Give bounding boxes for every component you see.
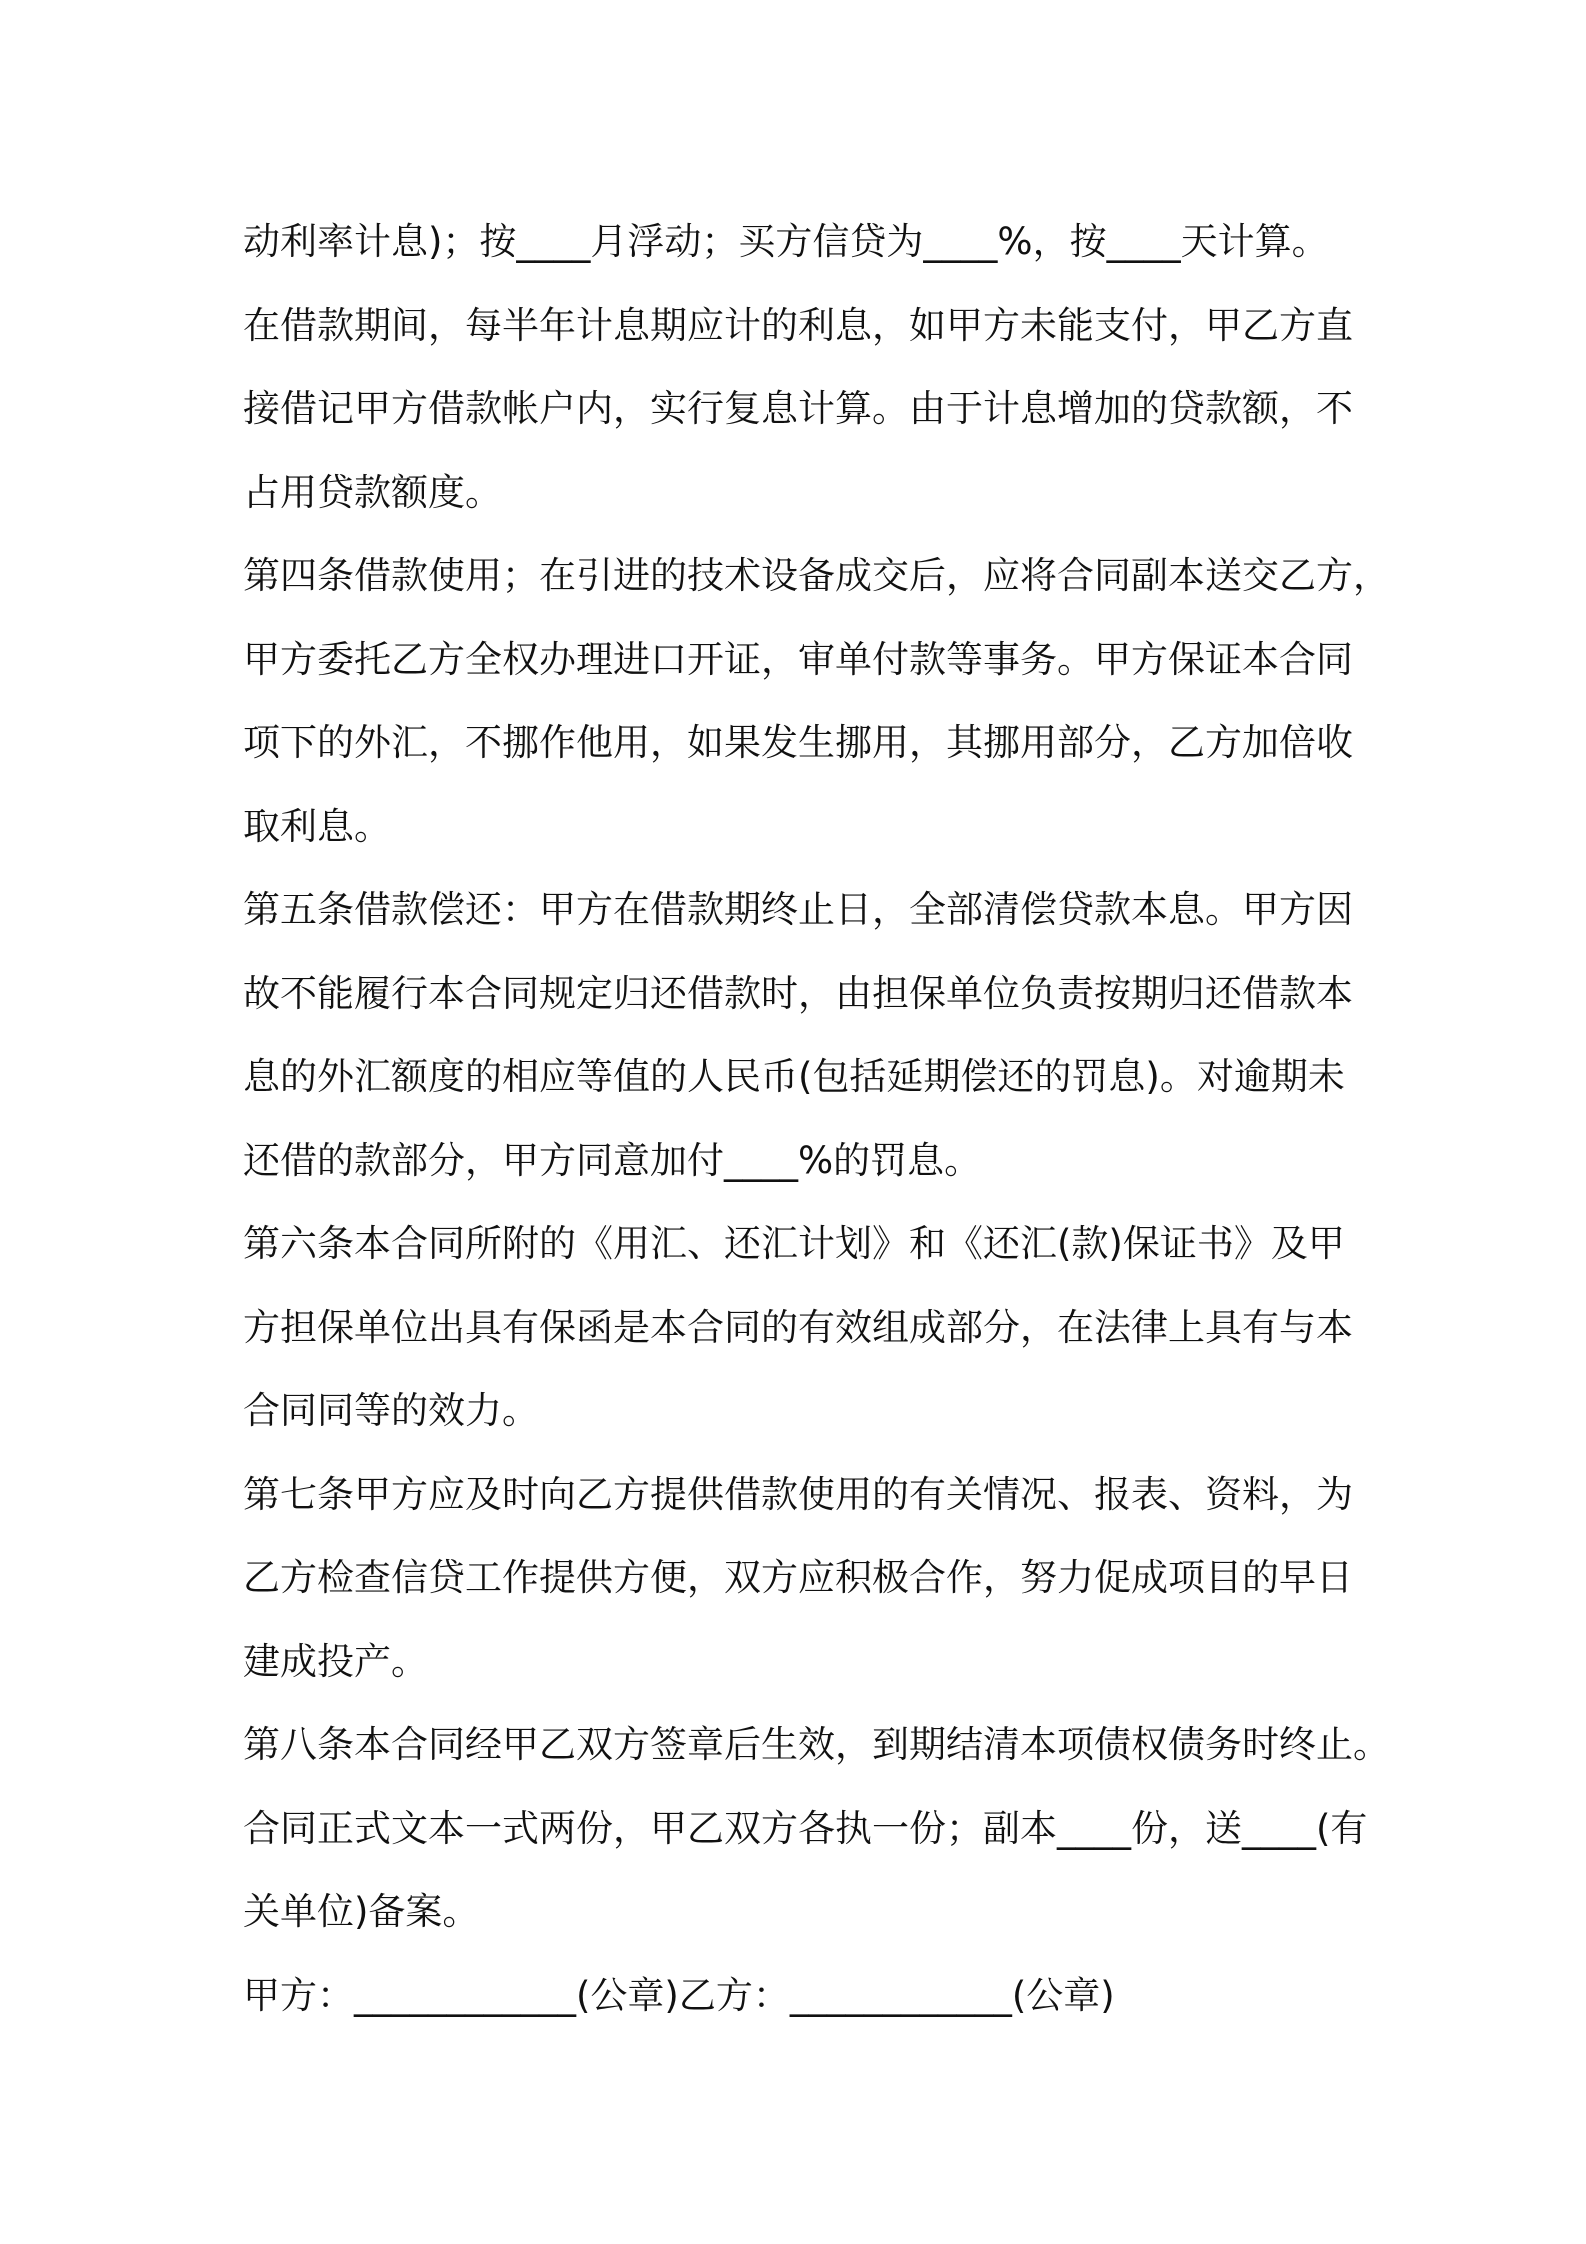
text-line-article-5: 息的外汇额度的相应等值的人民币(包括延期偿还的罚息)。对逾期未 [243, 1055, 1345, 1098]
article-8-heading-line: 第八条本合同经甲乙双方签章后生效，到期结清本项债权债务时终止。 [243, 1723, 1390, 1766]
text-line-article-8: 合同正式文本一式两份，甲乙双方各执一份；副本____份，送____(有 [243, 1806, 1368, 1850]
text-line-article-4: 取利息。 [243, 804, 391, 848]
text-line-article-7: 乙方检查信贷工作提供方便，双方应积极合作，努力促成项目的早日 [243, 1556, 1353, 1599]
text-line-loan-quota: 占用贷款额度。 [243, 470, 502, 514]
text-line-article-4: 项下的外汇，不挪作他用，如果发生挪用，其挪用部分，乙方加倍收 [243, 721, 1353, 764]
article-7-heading-line: 第七条甲方应及时向乙方提供借款使用的有关情况、报表、资料，为 [243, 1472, 1353, 1516]
article-6-heading-line: 第六条本合同所附的《用汇、还汇计划》和《还汇(款)保证书》及甲 [243, 1222, 1345, 1265]
text-line-loan-period: 在借款期间，每半年计息期应计的利息，如甲方未能支付，甲乙方直 [243, 303, 1353, 347]
text-line-interest-float: 动利率计息)；按____月浮动；买方信贷为____%，按____天计算。 [243, 220, 1329, 263]
text-line-article-5: 故不能履行本合同规定归还借款时，由担保单位负责按期归还借款本 [243, 971, 1353, 1015]
text-line-article-7: 建成投产。 [243, 1639, 428, 1683]
text-line-article-6: 合同同等的效力。 [243, 1389, 539, 1432]
text-line-article-6: 方担保单位出具有保函是本合同的有效组成部分，在法律上具有与本 [243, 1305, 1353, 1349]
article-4-heading-line: 第四条借款使用；在引进的技术设备成交后，应将合同副本送交乙方， [243, 554, 1390, 597]
text-line-article-4: 甲方委托乙方全权办理进口开证，审单付款等事务。甲方保证本合同 [243, 637, 1353, 681]
signature-line: 甲方：____________(公章)乙方：____________(公章) [243, 1973, 1115, 2017]
contract-body [243, 200, 1390, 2037]
article-5-heading-line: 第五条借款偿还：甲方在借款期终止日，全部清偿贷款本息。甲方因 [243, 888, 1353, 931]
text-line-compound-interest: 接借记甲方借款帐户内，实行复息计算。由于计息增加的贷款额，不 [243, 387, 1353, 430]
text-line-article-5: 还借的款部分，甲方同意加付____%的罚息。 [243, 1138, 982, 1182]
text-line-article-8: 关单位)备案。 [243, 1890, 480, 1933]
